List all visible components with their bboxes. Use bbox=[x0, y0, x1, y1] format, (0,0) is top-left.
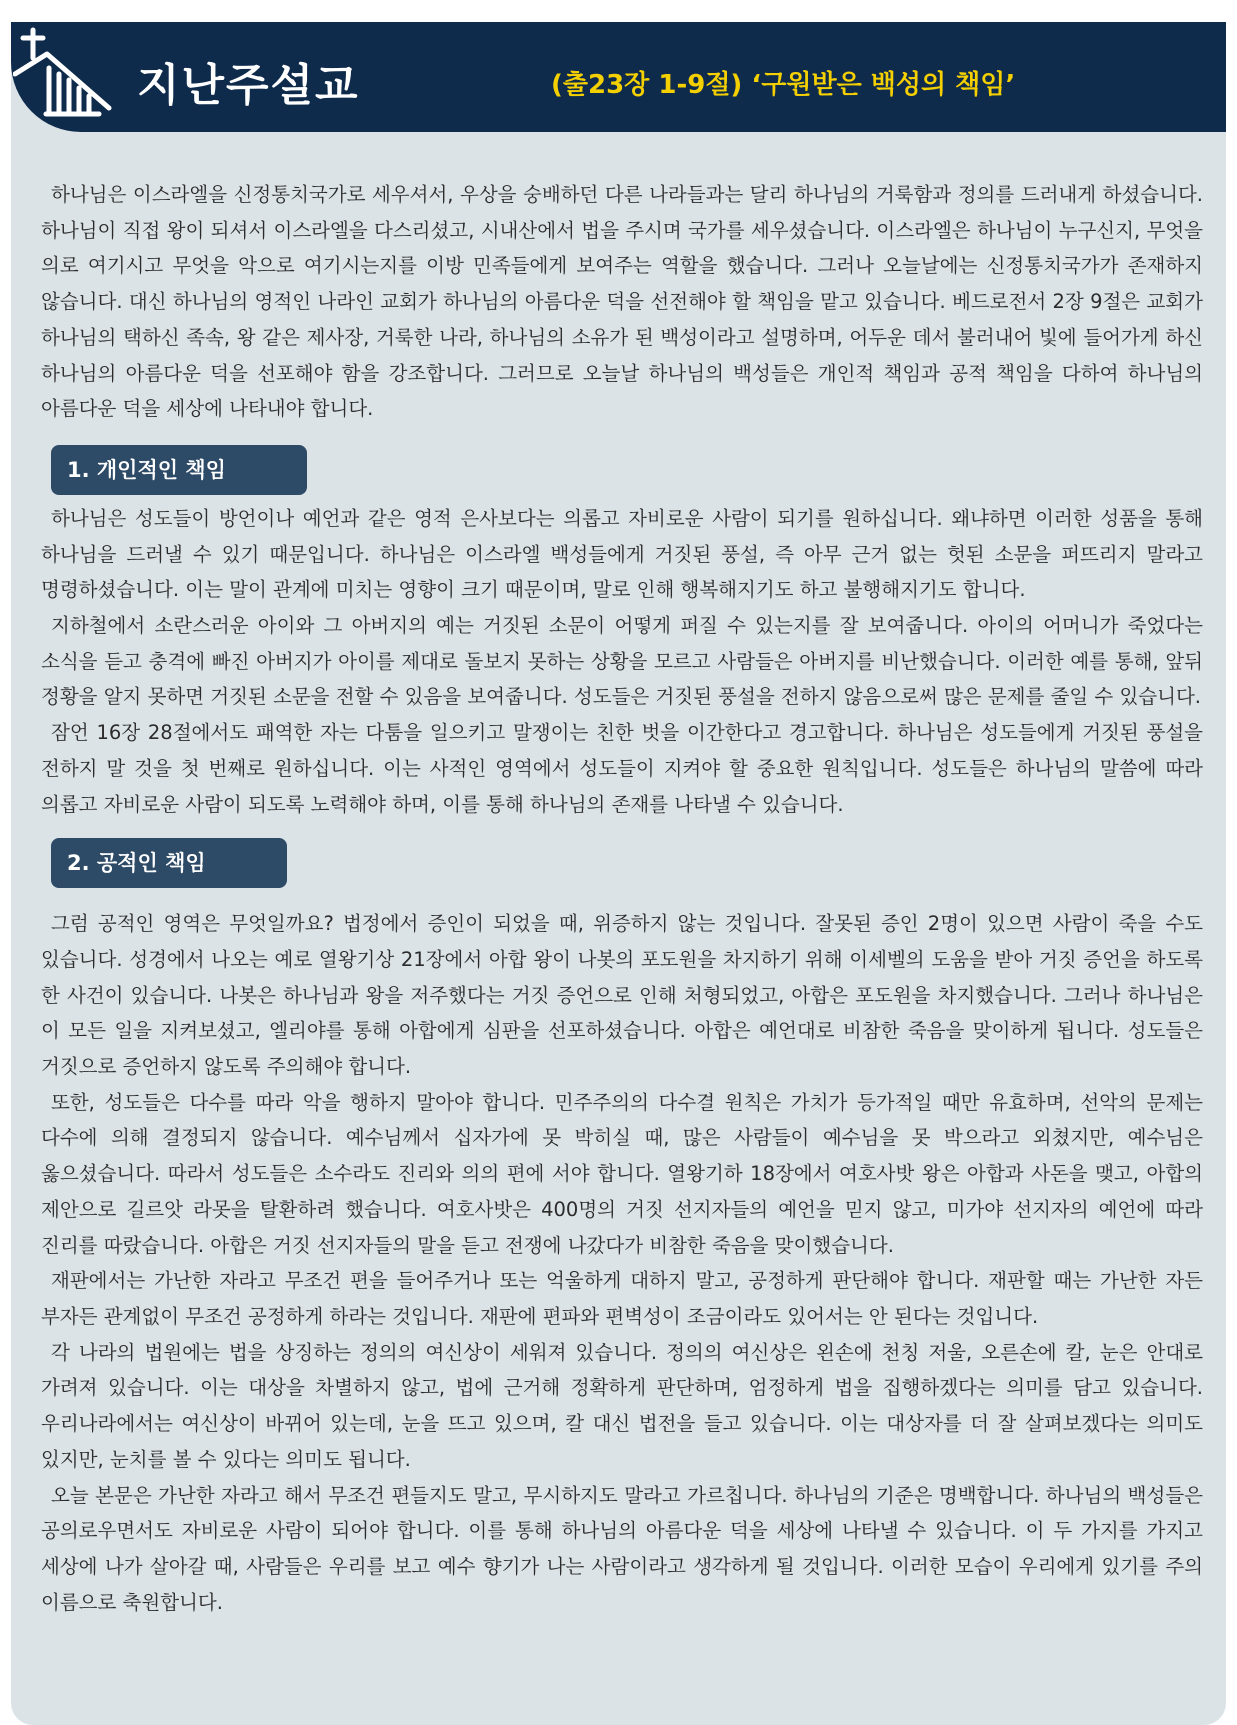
section1-paragraph: 지하철에서 소란스러운 아이와 그 아버지의 예는 거짓된 소문이 어떻게 퍼질 수 있는지를 잘 보여줍니다. 아이의 어머니가 죽었다는 소식을 듣고 충격에 빠진 아버지가 아이를 제대로 돌보지 못하는 상황을 모르고 사람들은 아버지를 비난했습니다. 이러한 예를 통해, 앞뒤 정황을 알지 못하면 거짓된 소문을 전할 수 있음을 보여줍니다. 성도들은 거짓된 풍설을 전하지 않음으로써 많은 문제를 줄일 수 있습니다. bbox=[41, 614, 1203, 709]
sermon-title: (출23장 1-9절) ‘구원받은 백성의 책임’ bbox=[551, 70, 1016, 100]
church-icon bbox=[13, 24, 133, 130]
section2-paragraph: 또한, 성도들은 다수를 따라 악을 행하지 말아야 합니다. 민주주의의 다수결 원칙은 가치가 등가적일 때만 유효하며, 선악의 문제는 다수에 의해 결정되지 않습니다. 예수님께서 십자가에 못 박히실 때, 많은 사람들이 예수님을 못 박으라고 외쳤지만, 예수님은 옳으셨습니다. 따라서 성도들은 소수라도 진리와 의의 편에 서야 합니다. 열왕기하 18장에서 여호사밧 왕은 아합과 사돈을 맺고, 아합의 제안으로 길르앗 라못을 탈환하려 했습니다. 여호사밧은 400명의 거짓 선지자들의 예언을 믿지 않고, 미가야 선지자의 예언에 따라 진리를 따랐습니다. 아합은 거짓 선지자들의 말을 듣고 전쟁에 나갔다가 비참한 죽음을 맞이했습니다. bbox=[41, 1090, 1203, 1257]
section1-paragraph: 잠언 16장 28절에서도 패역한 자는 다툼을 일으키고 말쟁이는 친한 벗을 이간한다고 경고합니다. 하나님은 성도들에게 거짓된 풍설을 전하지 말 것을 첫 번째로 원하십니다. 이는 사적인 영역에서 성도들이 지켜야 할 중요한 원칙입니다. 성도들은 하나님의 말씀에 따라 의롭고 자비로운 사람이 되도록 노력해야 하며, 이를 통해 하나님의 존재를 나타낼 수 있습니다. bbox=[41, 721, 1203, 816]
bulletin-brand: 지난주설교 bbox=[137, 60, 360, 111]
header-banner bbox=[11, 22, 1226, 132]
section2-paragraph: 그럼 공적인 영역은 무엇일까요? 법정에서 증인이 되었을 때, 위증하지 않는 것입니다. 잘못된 증인 2명이 있으면 사람이 죽을 수도 있습니다. 성경에서 나오는 예로 열왕기상 21장에서 아합 왕이 나봇의 포도원을 차지하기 위해 이세벨의 도움을 받아 거짓 증언을 하도록 한 사건이 있습니다. 나봇은 하나님과 왕을 저주했다는 거짓 증언으로 인해 처형되었고, 아합은 포도원을 차지했습니다. 그러나 하나님은 이 모든 일을 지켜보셨고, 엘리야를 통해 아합에게 심판을 선포하셨습니다. 아합은 예언대로 비참한 죽음을 맞이하게 됩니다. 성도들은 거짓으로 증언하지 않도록 주의해야 합니다. bbox=[41, 912, 1203, 1079]
section1-paragraph: 하나님은 성도들이 방언이나 예언과 같은 영적 은사보다는 의롭고 자비로운 사람이 되기를 원하십니다. 왜냐하면 이러한 성품을 통해 하나님을 드러낼 수 있기 때문입니다. 하나님은 이스라엘 백성들에게 거짓된 풍설, 즉 아무 근거 없는 헛된 소문을 퍼뜨리지 말라고 명령하셨습니다. 이는 말이 관계에 미치는 영향이 크기 때문이며, 말로 인해 행복해지기도 하고 불행해지기도 합니다. bbox=[41, 506, 1203, 602]
section-heading-personal: 1. 개인적인 책임 bbox=[51, 445, 307, 495]
section-heading-public: 2. 공적인 책임 bbox=[51, 838, 287, 888]
section2-paragraph: 재판에서는 가난한 자라고 무조건 편을 들어주거나 또는 억울하게 대하지 말고, 공정하게 판단해야 합니다. 재판할 때는 가난한 자든 부자든 관계없이 무조건 공정하게 하라는 것입니다. 재판에 편파와 편벽성이 조금이라도 있어서는 안 된다는 것입니다. bbox=[41, 1269, 1203, 1328]
bulletin-sheet bbox=[11, 22, 1226, 1725]
sermon-body bbox=[41, 177, 1203, 1620]
section2-paragraph: 오늘 본문은 가난한 자라고 해서 무조건 편들지도 말고, 무시하지도 말라고 가르칩니다. 하나님의 기준은 명백합니다. 하나님의 백성들은 공의로우면서도 자비로운 사람이 되어야 합니다. 이를 통해 하나님의 아름다운 덕을 세상에 나타낼 수 있습니다. 이 두 가지를 가지고 세상에 나가 살아갈 때, 사람들은 우리를 보고 예수 향기가 나는 사람이라고 생각하게 될 것입니다. 이러한 모습이 우리에게 있기를 주의 이름으로 축원합니다. bbox=[41, 1483, 1203, 1614]
intro-paragraph: 하나님은 이스라엘을 신정통치국가로 세우셔서, 우상을 숭배하던 다른 나라들과는 달리 하나님의 거룩함과 정의를 드러내게 하셨습니다. 하나님이 직접 왕이 되셔서 이스라엘을 다스리셨고, 시내산에서 법을 주시며 국가를 세우셨습니다. 이스라엘은 하나님이 누구신지, 무엇을 의로 여기시고 무엇을 악으로 여기시는지를 이방 민족들에게 보여주는 역할을 했습니다. 그러나 오늘날에는 신정통치국가가 존재하지 않습니다. 대신 하나님의 영적인 나라인 교회가 하나님의 아름다운 덕을 선전해야 할 책임을 맡고 있습니다. 베드로전서 2장 9절은 교회가 하나님의 택하신 족속, 왕 같은 제사장, 거룩한 나라, 하나님의 소유가 된 백성이라고 설명하며, 어두운 데서 불러내어 빛에 들어가게 하신 하나님의 아름다운 덕을 선포해야 함을 강조합니다. 그러므로 오늘날 하나님의 백성들은 개인적 책임과 공적 책임을 다하여 하나님의 아름다운 덕을 세상에 나타내야 합니다. bbox=[41, 183, 1203, 421]
section2-paragraph: 각 나라의 법원에는 법을 상징하는 정의의 여신상이 세워져 있습니다. 정의의 여신상은 왼손에 천칭 저울, 오른손에 칼, 눈은 안대로 가려져 있습니다. 이는 대상을 차별하지 않고, 법에 근거해 정확하게 판단하며, 엄정하게 법을 집행하겠다는 의미를 담고 있습니다. 우리나라에서는 여신상이 바뀌어 있는데, 눈을 뜨고 있으며, 칼 대신 법전을 들고 있습니다. 이는 대상자를 더 잘 살펴보겠다는 의미도 있지만, 눈치를 볼 수 있다는 의미도 됩니다. bbox=[41, 1340, 1203, 1471]
